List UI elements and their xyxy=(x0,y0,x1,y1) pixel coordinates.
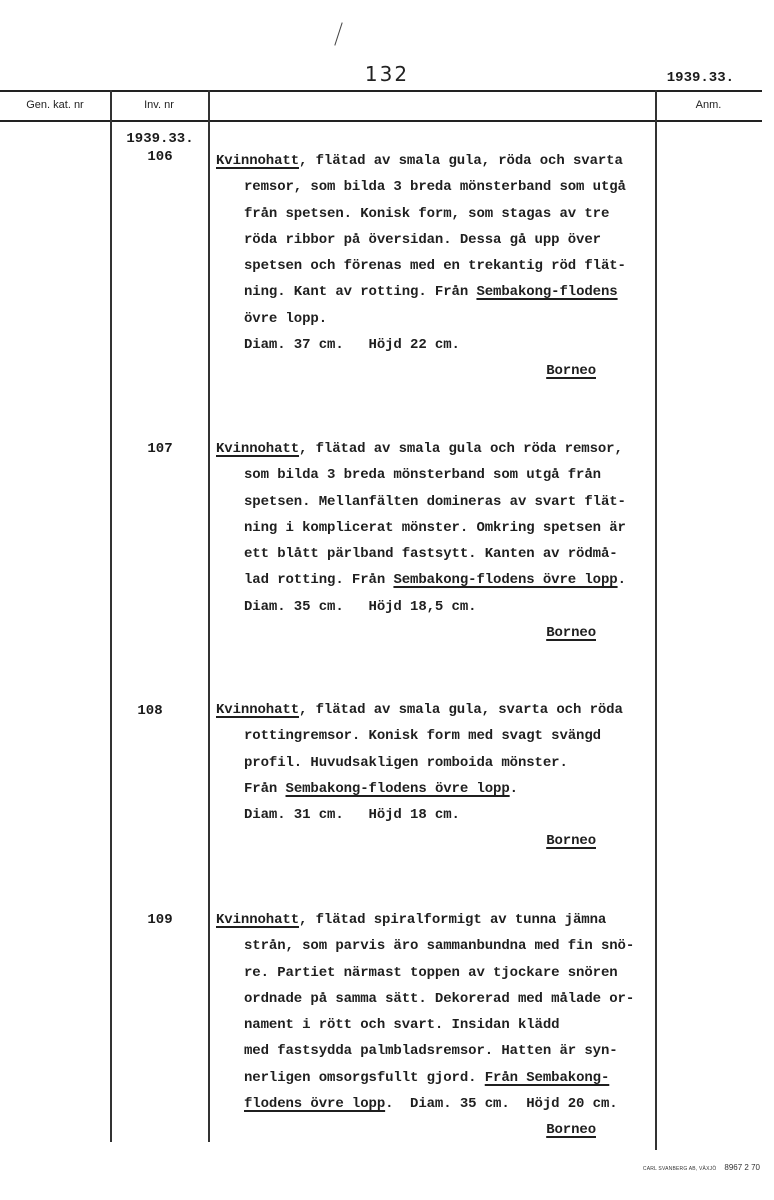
entry-text: . xyxy=(617,572,626,589)
entry-line: från spetsen. Konisk form, som stagas av tre xyxy=(244,205,610,222)
object-name: Kvinnohatt xyxy=(216,912,300,928)
place: Borneo xyxy=(546,363,596,380)
entry-line xyxy=(216,436,656,462)
entry-text: . xyxy=(509,780,518,797)
entry-line: remsor, som bilda 3 breda mönsterband som utgå xyxy=(244,179,626,196)
place-row xyxy=(216,1117,656,1143)
entry-line xyxy=(216,567,656,593)
locality: Från Sembakong- xyxy=(484,1069,610,1086)
column-header-anm: Anm. xyxy=(695,99,722,111)
entry-line xyxy=(216,1065,656,1091)
accession-number: 1939.33. xyxy=(666,70,734,86)
column-header-inv-nr: Inv. nr xyxy=(144,99,174,111)
locality: Sembakong-flodens xyxy=(476,284,618,301)
entry-line xyxy=(216,1091,656,1117)
entry-line xyxy=(216,907,656,933)
entry-line: övre lopp. xyxy=(244,310,328,327)
entry-text: nerligen omsorgsfullt gjord. xyxy=(244,1069,485,1086)
place: Borneo xyxy=(546,625,596,642)
entry-text: ning. Kant av rotting. Från xyxy=(244,284,477,301)
catalog-entry xyxy=(216,697,656,855)
entry-line xyxy=(216,148,656,174)
locality: Sembakong-flodens övre lopp xyxy=(285,780,510,797)
place-row xyxy=(216,828,656,854)
column-header-gen-kat-nr: Gen. kat. nr xyxy=(26,99,84,111)
entry-line: spetsen. Mellanfälten domineras av svart flät- xyxy=(244,493,626,510)
place: Borneo xyxy=(546,833,596,850)
header-bottom-rule xyxy=(0,120,762,122)
catalog-entry xyxy=(216,907,656,1144)
entry-line: profil. Huvudsakligen romboida mönster. xyxy=(244,754,568,771)
inv-number: 109 xyxy=(147,912,173,928)
form-code: 8967 2 70 xyxy=(724,1163,760,1172)
column-divider-1 xyxy=(110,90,112,1142)
object-name: Kvinnohatt xyxy=(216,153,300,169)
entry-line xyxy=(216,776,656,802)
place: Borneo xyxy=(546,1122,596,1139)
locality: Sembakong-flodens övre lopp xyxy=(393,572,618,589)
place-row xyxy=(216,620,656,646)
entry-line: ett blått pärlband fastsytt. Kanten av rödmå- xyxy=(244,546,618,563)
locality: flodens övre lopp xyxy=(244,1096,386,1113)
entry-line: spetsen och förenas med en trekantig röd flät- xyxy=(244,258,626,275)
place-row xyxy=(216,358,656,384)
printer-name: CARL SVANBERG AB, VÄXJÖ xyxy=(642,1166,717,1172)
entry-text: Från xyxy=(244,780,286,797)
entry-line xyxy=(216,697,656,723)
inv-number: 108 xyxy=(137,703,163,719)
entry-text: lad rotting. Från xyxy=(244,572,394,589)
dimensions: Diam. 31 cm. Höjd 18 cm. xyxy=(244,807,460,824)
entry-line: med fastsydda palmbladsremsor. Hatten är syn- xyxy=(244,1043,618,1060)
catalog-entry xyxy=(216,436,656,646)
page-number: 132 xyxy=(364,62,410,86)
entry-line: nament i rött och svart. Insidan klädd xyxy=(244,1017,560,1034)
entry-line: ordnade på samma sätt. Dekorerad med målade or- xyxy=(244,990,635,1007)
entry-line: rottingremsor. Konisk form med svagt svängd xyxy=(244,728,601,745)
entry-text: , flätad spiralformigt av tunna jämna xyxy=(299,912,607,928)
object-name: Kvinnohatt xyxy=(216,702,300,718)
catalog-entry xyxy=(216,148,656,385)
pen-mark xyxy=(334,22,342,45)
entry-text: , flätad av smala gula, svarta och röda xyxy=(299,702,623,718)
entry-line: re. Partiet närmast toppen av tjockare snören xyxy=(244,964,618,981)
entry-line: strån, som parvis äro sammanbundna med fin snö- xyxy=(244,938,635,955)
entry-line: som bilda 3 breda mönsterband som utgå från xyxy=(244,467,601,484)
column-divider-2 xyxy=(208,90,210,1142)
entry-line: ning i komplicerat mönster. Omkring spetsen är xyxy=(244,519,626,536)
inv-prefix: 1939.33. xyxy=(126,131,194,147)
inv-number xyxy=(110,130,210,166)
entry-line xyxy=(216,279,656,305)
entry-text: , flätad av smala gula och röda remsor, xyxy=(299,441,623,457)
inv-number: 107 xyxy=(147,441,173,457)
dimensions: . Diam. 35 cm. Höjd 20 cm. xyxy=(385,1096,618,1113)
object-name: Kvinnohatt xyxy=(216,441,300,457)
entry-line: röda ribbor på översidan. Dessa gå upp över xyxy=(244,231,601,248)
column-header-description xyxy=(208,90,655,120)
dimensions: Diam. 35 cm. Höjd 18,5 cm. xyxy=(244,598,477,615)
dimensions: Diam. 37 cm. Höjd 22 cm. xyxy=(244,337,460,354)
printer-imprint xyxy=(643,1163,760,1172)
inv-number-value: 106 xyxy=(147,149,173,165)
entry-text: , flätad av smala gula, röda och svarta xyxy=(299,153,623,169)
